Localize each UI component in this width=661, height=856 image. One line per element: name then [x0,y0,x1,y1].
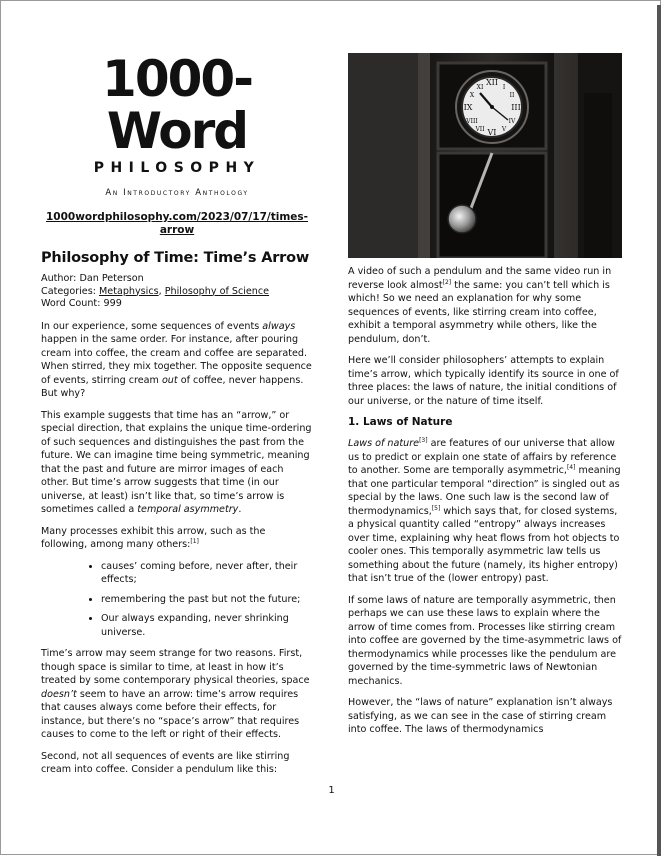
list-item: • causes’ coming before, never after, their effects; [101,560,313,587]
text-run: the same: you can’t tell which is which! So we need an explanation for why some sequences of events, like stirring cream into coffee, exhibit a temporal asymmetry while others, like the pendulum, don’t. [348,279,610,345]
paragraph-overview: Here we’ll consider philosophers’ attempts to explain time’s arrow, which typically identify its source in one of three places: the laws of nature, the initial conditions of our universe, or the nature of time itself. [348,355,619,407]
list-item: • Our always expanding, never shrinking universe. [101,612,313,639]
wordcount-label: Word Count: [41,298,101,309]
svg-text:IX: IX [463,103,473,112]
wordcount-line [41,298,313,311]
text-emphasis: temporal asymmetry [137,504,239,515]
logo-tagline: An Introductory Anthology [105,188,249,198]
text-run: happen in the same order. For instance, after pouring cream into coffee, the cream and coffee are separated. When stirred, they mix together. The opposite sequence of events, stirring cream [41,334,312,386]
text-run: of coffee, never happens. But why? [41,374,304,399]
svg-text:IV: IV [508,118,516,125]
paragraph-strange [41,647,313,742]
text-run: . [238,504,242,515]
svg-text:VI: VI [487,128,497,137]
text-emphasis: always [262,320,296,332]
svg-text:III: III [511,103,521,112]
text-run: meaning that one particular temporal “direction” is singled out as special by the laws. One such law is the second law of thermodynamics, [348,465,621,517]
text-run: which says that, for closed systems, a physical quantity called “entropy” always increases over time, explaining why heat flows from hot objects to cooler ones. This temporally asymmetric law tells us something about the future (namely, its higher entropy) that isn’t true of the (lower entropy) past. [348,505,620,584]
categories-label: Categories: [41,285,96,297]
pendulum-clock-icon [348,53,622,258]
text-run: Time’s arrow may seem strange for two reasons. First, though space is similar to time, at least in how it’s treated by some contemporary physical theories, space [41,648,310,686]
author-label: Author: [41,273,77,284]
text-run: A video of such a pendulum and the same video run in reverse look almost [348,266,612,291]
paragraph-pendulum-intro: Second, not all sequences of events are like stirring cream into coffee. Consider a pendulum like this: [41,750,290,775]
text-run: seem to have an arrow: time’s arrow requires that causes always come before their effects, for instance, but there’s no “space’s arrow” that requires causes to come to the left or right of their effects. [41,688,300,740]
text-run: Many processes exhibit this arrow, such as the following, among many others: [41,525,266,550]
logo-sub-text: PHILOSOPHY [93,160,261,176]
footnote-link-4[interactable]: [4] [566,463,576,471]
svg-text:X: X [469,92,475,99]
text-emphasis: Laws of nature [348,438,420,449]
paragraph-laws [348,437,622,586]
text-emphasis: out [161,374,178,386]
article-url-link[interactable]: 1000wordphilosophy.com/2023/07/17/times-arrow [45,211,308,236]
wordcount-value: 999 [103,298,122,309]
category-link-metaphysics[interactable]: Metaphysics [99,285,159,297]
category-separator: , [158,285,162,297]
left-column [41,50,313,785]
svg-text:VII: VII [475,126,485,133]
text-run: This example suggests that time has an “arrow,” or special direction, that explains the unique time-ordering of such sequences and distinguishes the past from the future. We can imagine time being symmetric, meaning that the past and future are mirror images of each other. But time’s arrow suggests that time (in our universe, at least) isn’t like that, so time’s arrow is sometimes called a [41,409,312,515]
author-name: Dan Peterson [79,273,144,284]
paragraph-intro [41,320,313,401]
paragraph-arrow [41,409,313,517]
logo-main-text: 1000-Word [102,50,252,160]
list-item: • remembering the past but not the future; [101,593,313,607]
svg-text:XII: XII [485,78,499,87]
footnote-link-5[interactable]: [5] [431,504,441,512]
article-meta [41,273,313,311]
text-emphasis: doesn’t [41,688,77,700]
svg-text:XI: XI [476,84,484,91]
text-run: are features of our universe that allow us to predict or explain one state of affairs by reference to another. Some are temporally asymmetric, [348,438,617,476]
footnote-link-2[interactable]: [2] [442,278,452,286]
footnote-link-1[interactable]: [1] [190,537,199,545]
process-list [41,560,313,640]
svg-text:V: V [501,126,507,133]
page-number: 1 [328,785,335,796]
paragraph-asymmetric-laws: If some laws of nature are temporally asymmetric, then perhaps we can use these laws to explain where the arrow of time comes from. Processes like stirring cream into coffee are governed by the time-asymmetric laws of thermodynamics while processes like the pendulum are governed by the time-symmetric laws of Newtonian mechanics. [348,594,622,687]
category-link-philosophy-of-science[interactable]: Philosophy of Science [164,285,270,297]
paragraph-processes [41,525,313,552]
categories-line [41,286,313,299]
article-title: Philosophy of Time: Time’s Arrow [41,250,310,266]
site-logo[interactable] [41,50,313,199]
footnote-link-3[interactable]: [3] [419,436,428,444]
text-run: In our experience, some sequences of events [41,320,263,332]
pendulum-clock-photo [348,53,622,258]
svg-text:VIII: VIII [466,118,478,125]
paragraph-however: However, the “laws of nature” explanation isn’t always satisfying, as we can see in the case of stirring cream into coffee. The laws of thermodynamics [348,697,613,735]
svg-text:II: II [509,92,515,99]
right-column [348,53,622,745]
paragraph-video [348,265,622,346]
svg-text:I: I [502,84,506,91]
section-heading-laws-of-nature: 1. Laws of Nature [348,416,453,428]
author-line [41,273,313,286]
